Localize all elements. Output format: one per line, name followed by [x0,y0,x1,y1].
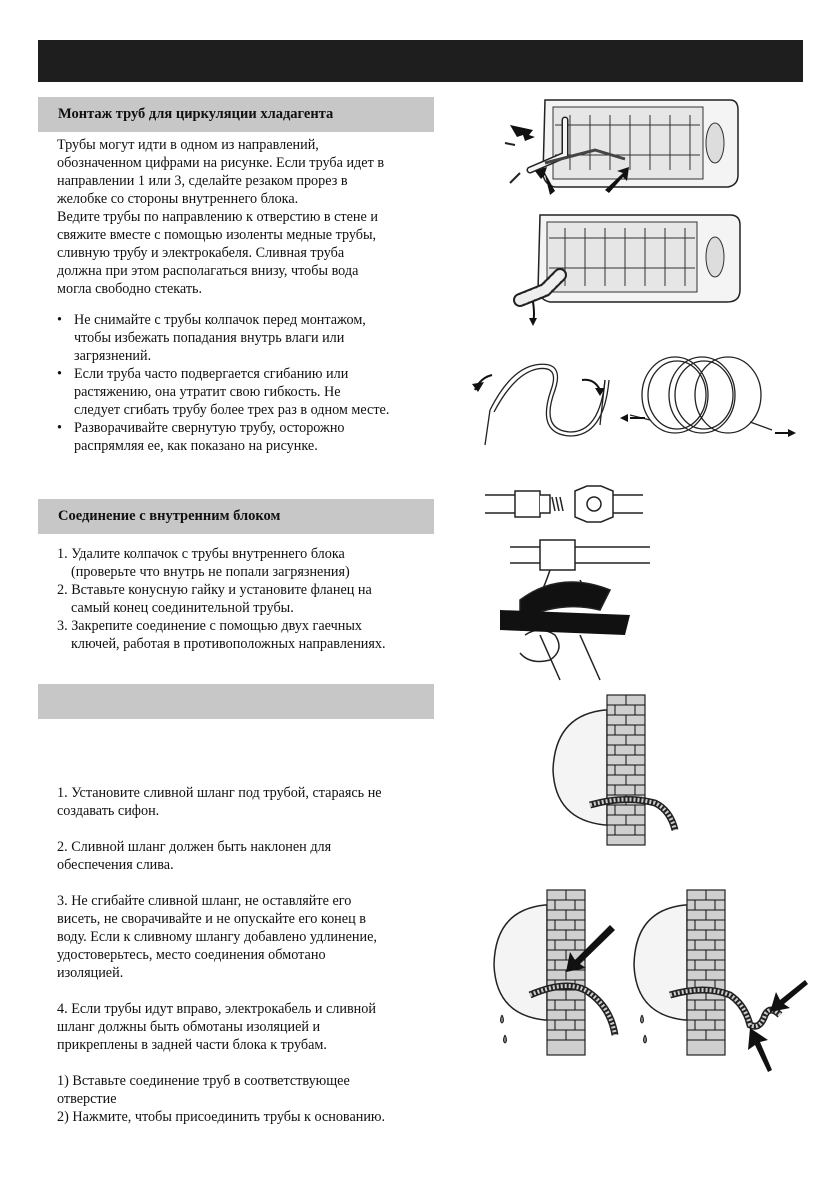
arrow-icon [472,382,484,392]
intro-line: Ведите трубы по направлению к отверстию в стене и [57,209,378,225]
step-line: 3. Закрепите соединение с помощью двух гаечных [57,618,362,634]
drain-hose-incorrect-illustration [490,890,630,1055]
bullet-line: следует сгибать трубу более трех раз в одном месте. [74,402,390,418]
text-line: удостоверьтесь, место соединения обмотано [57,947,326,963]
intro-line: обозначенном цифрами на рисунке. Если труба идет в [57,155,385,171]
drain-paragraph [57,1000,437,1054]
text-line: висеть, не сворачивайте и не опускайте его конец в [57,911,366,927]
header-bar [38,40,803,82]
indoor-unit-pipe-directions-illustration [495,95,740,200]
text-line: 1. Установите сливной шланг под трубой, стараясь не [57,785,382,801]
bullet-item [57,419,437,455]
intro-line: должна при этом располагаться внизу, чтобы вода [57,263,359,279]
drain-hose-extension-illustration [630,890,810,1075]
intro-line: свяжите вместе с помощью изоленты медные трубы, [57,227,377,243]
step-line: 1. Удалите колпачок с трубы внутреннего блока [57,546,345,562]
text-line: воду. Если к сливному шлангу добавлено удлинение, [57,929,377,945]
intro-line: сливную трубу и электрокабеля. Сливная труба [57,245,345,261]
step-item [57,581,437,617]
bullet-line: • Если труба часто подвергается сгибанию или [74,366,349,382]
intro-line: направлении 1 или 3, сделайте резаком прорез в [57,173,348,189]
text-line: изоляцией. [57,965,124,981]
step-item [57,545,437,581]
drain-paragraph [57,784,437,820]
drain-instructions [57,784,437,1144]
flare-connection-illustration [480,485,650,685]
text-line: 3. Не сгибайте сливной шланг, не оставляйте его [57,893,352,909]
section-title-refrigerant-piping: Монтаж труб для циркуляции хладагента [38,97,434,132]
pipe-bending-illustration [470,350,805,450]
text-line: отверстие [57,1091,117,1107]
arrow-icon [510,125,535,141]
bullet-line: • Не снимайте с трубы колпачок перед монтажом, [74,312,366,328]
section-title-drain-hose [38,684,434,719]
drain-paragraph [57,838,437,874]
bullet-item [57,365,437,419]
arrow-icon [770,980,808,1012]
drain-hose-wall-illustration [545,695,685,845]
text-line: обеспечения слива. [57,857,174,873]
arrow-icon [529,318,537,326]
text-line: создавать сифон. [57,803,160,819]
text-line: 2. Сливной шланг должен быть наклонен для [57,839,332,855]
connection-steps [57,545,437,653]
text-line: 1) Вставьте соединение труб в соответствующее [57,1073,350,1089]
bullet-line: чтобы избежать попадания внутрь влаги или [74,330,345,346]
step-line: ключей, работая в противоположных направлениях. [71,636,386,652]
bullet-line: растяжению, она утратит свою гибкость. Не [74,384,341,400]
step-line: (проверьте что внутрь не попали загрязнения) [71,564,350,580]
arrow-icon [748,1028,772,1072]
bullet-line: распрямляя ее, как показано на рисунке. [74,438,318,454]
text-line: прикреплены в задней части блока к трубам. [57,1037,327,1053]
step-line: 2. Вставьте конусную гайку и установите фланец на [57,582,372,598]
indoor-unit-taped-bundle-illustration [505,210,745,330]
intro-line: желобке со стороны внутреннего блока. [57,191,299,207]
text-line: 2) Нажмите, чтобы присоединить трубы к основанию. [57,1109,386,1125]
bullet-item [57,311,437,365]
section-title-indoor-connection: Соединение с внутренним блоком [38,499,434,534]
drain-paragraph [57,1072,437,1126]
piping-intro [57,136,437,298]
text-line: 4. Если трубы идут вправо, электрокабель и сливной [57,1001,376,1017]
bullet-line: загрязнений. [74,348,152,364]
step-item [57,617,437,653]
text-line: шланг должны быть обмотаны изоляцией и [57,1019,321,1035]
arrow-icon [620,414,628,422]
intro-line: Трубы могут идти в одном из направлений, [57,137,319,153]
intro-line: могла свободно стекать. [57,281,203,297]
drain-paragraph [57,892,437,982]
bullet-line: • Разворачивайте свернутую трубу, осторожно [74,420,345,436]
step-line: самый конец соединительной трубы. [71,600,294,616]
piping-warnings [57,311,437,455]
arrow-icon [788,429,796,437]
